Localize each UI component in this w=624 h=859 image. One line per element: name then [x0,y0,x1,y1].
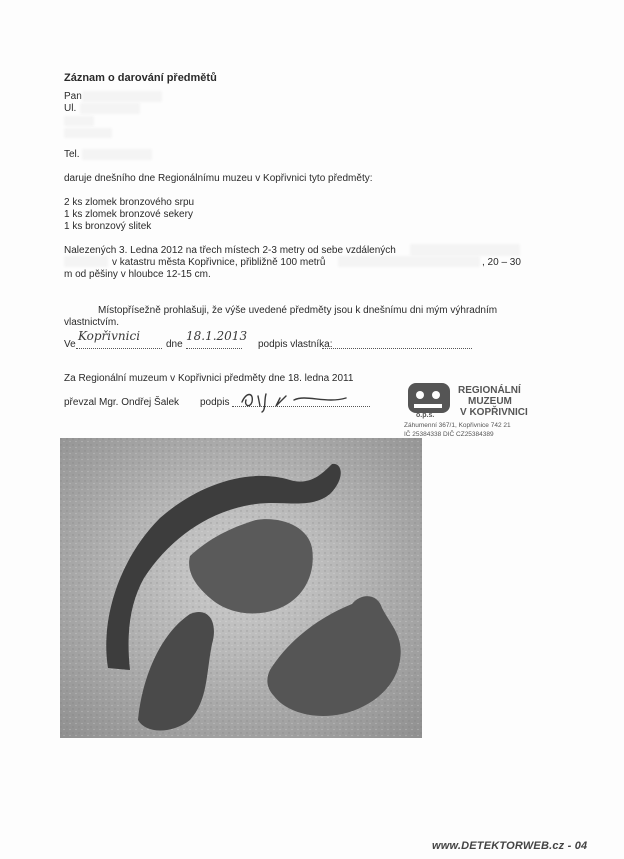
item-3: 1 ks bronzový slitek [64,221,152,232]
intro-text: daruje dnešního dne Regionálnímu muzeu v Kopřivnici tyto předměty: [64,173,373,184]
received-by: převzal Mgr. Ondřej Šalek [64,397,180,408]
found-line-2: v katastru města Kopřivnice, přibližně 100 metrů [112,257,326,268]
donor-phone-label: Tel. [64,149,80,160]
redaction [82,91,162,102]
document-title: Záznam o darování předmětů [64,72,217,84]
museum-line: Za Regionální muzeum v Kopřivnici předměty dne 18. ledna 2011 [64,373,354,384]
redaction [64,116,94,126]
stamp-org-type: o.p.s. [416,412,435,419]
donor-street-label: Ul. [64,103,77,114]
handwritten-signature [236,384,356,414]
place-handwritten: Kopřivnici [78,329,141,343]
owner-signature-label: podpis vlastníka: [258,339,333,350]
donor-name-label: Pan [64,91,82,102]
item-1: 2 ks zlomek bronzového srpu [64,197,195,208]
stamp-name-3: V KOPŘIVNICI [460,407,528,418]
redaction [64,128,112,138]
redaction [80,103,140,114]
found-line-2-end: , 20 – 30 [482,257,521,268]
stamp-name-2: MUZEUM [468,396,512,407]
receiver-signature-label: podpis [200,397,230,408]
date-handwritten: 18.1.2013 [186,329,248,343]
redaction [338,256,480,267]
found-line-1: Nalezených 3. Ledna 2012 na třech místech 2-3 metry od sebe vzdálených [64,245,396,256]
found-line-3: m od pěšiny v hloubce 12-15 cm. [64,269,211,280]
redaction [410,244,520,256]
artifacts-photo [60,438,422,738]
stamp-address: Záhumenní 367/1, Kopřivnice 742 21 [404,422,511,429]
item-2: 1 ks zlomek bronzové sekery [64,209,193,220]
owner-signature-line [322,348,472,349]
date-line [186,348,242,349]
footer-watermark: www.DETEKTORWEB.cz - 04 [432,840,588,852]
declaration-line-2: vlastnictvím. [64,317,120,328]
redaction [82,149,152,160]
stamp-name-1: REGIONÁLNÍ [458,385,521,396]
ve-label: Ve [64,339,76,350]
dne-label: dne [166,339,183,350]
declaration-line-1: Místopřísežně prohlašuji, že výše uvedené předměty jsou k dnešnímu dni mým výhradním [98,305,498,316]
redaction [64,256,108,267]
stamp-ids: IČ 25384338 DIČ CZ25384389 [404,431,494,438]
place-line [76,348,162,349]
